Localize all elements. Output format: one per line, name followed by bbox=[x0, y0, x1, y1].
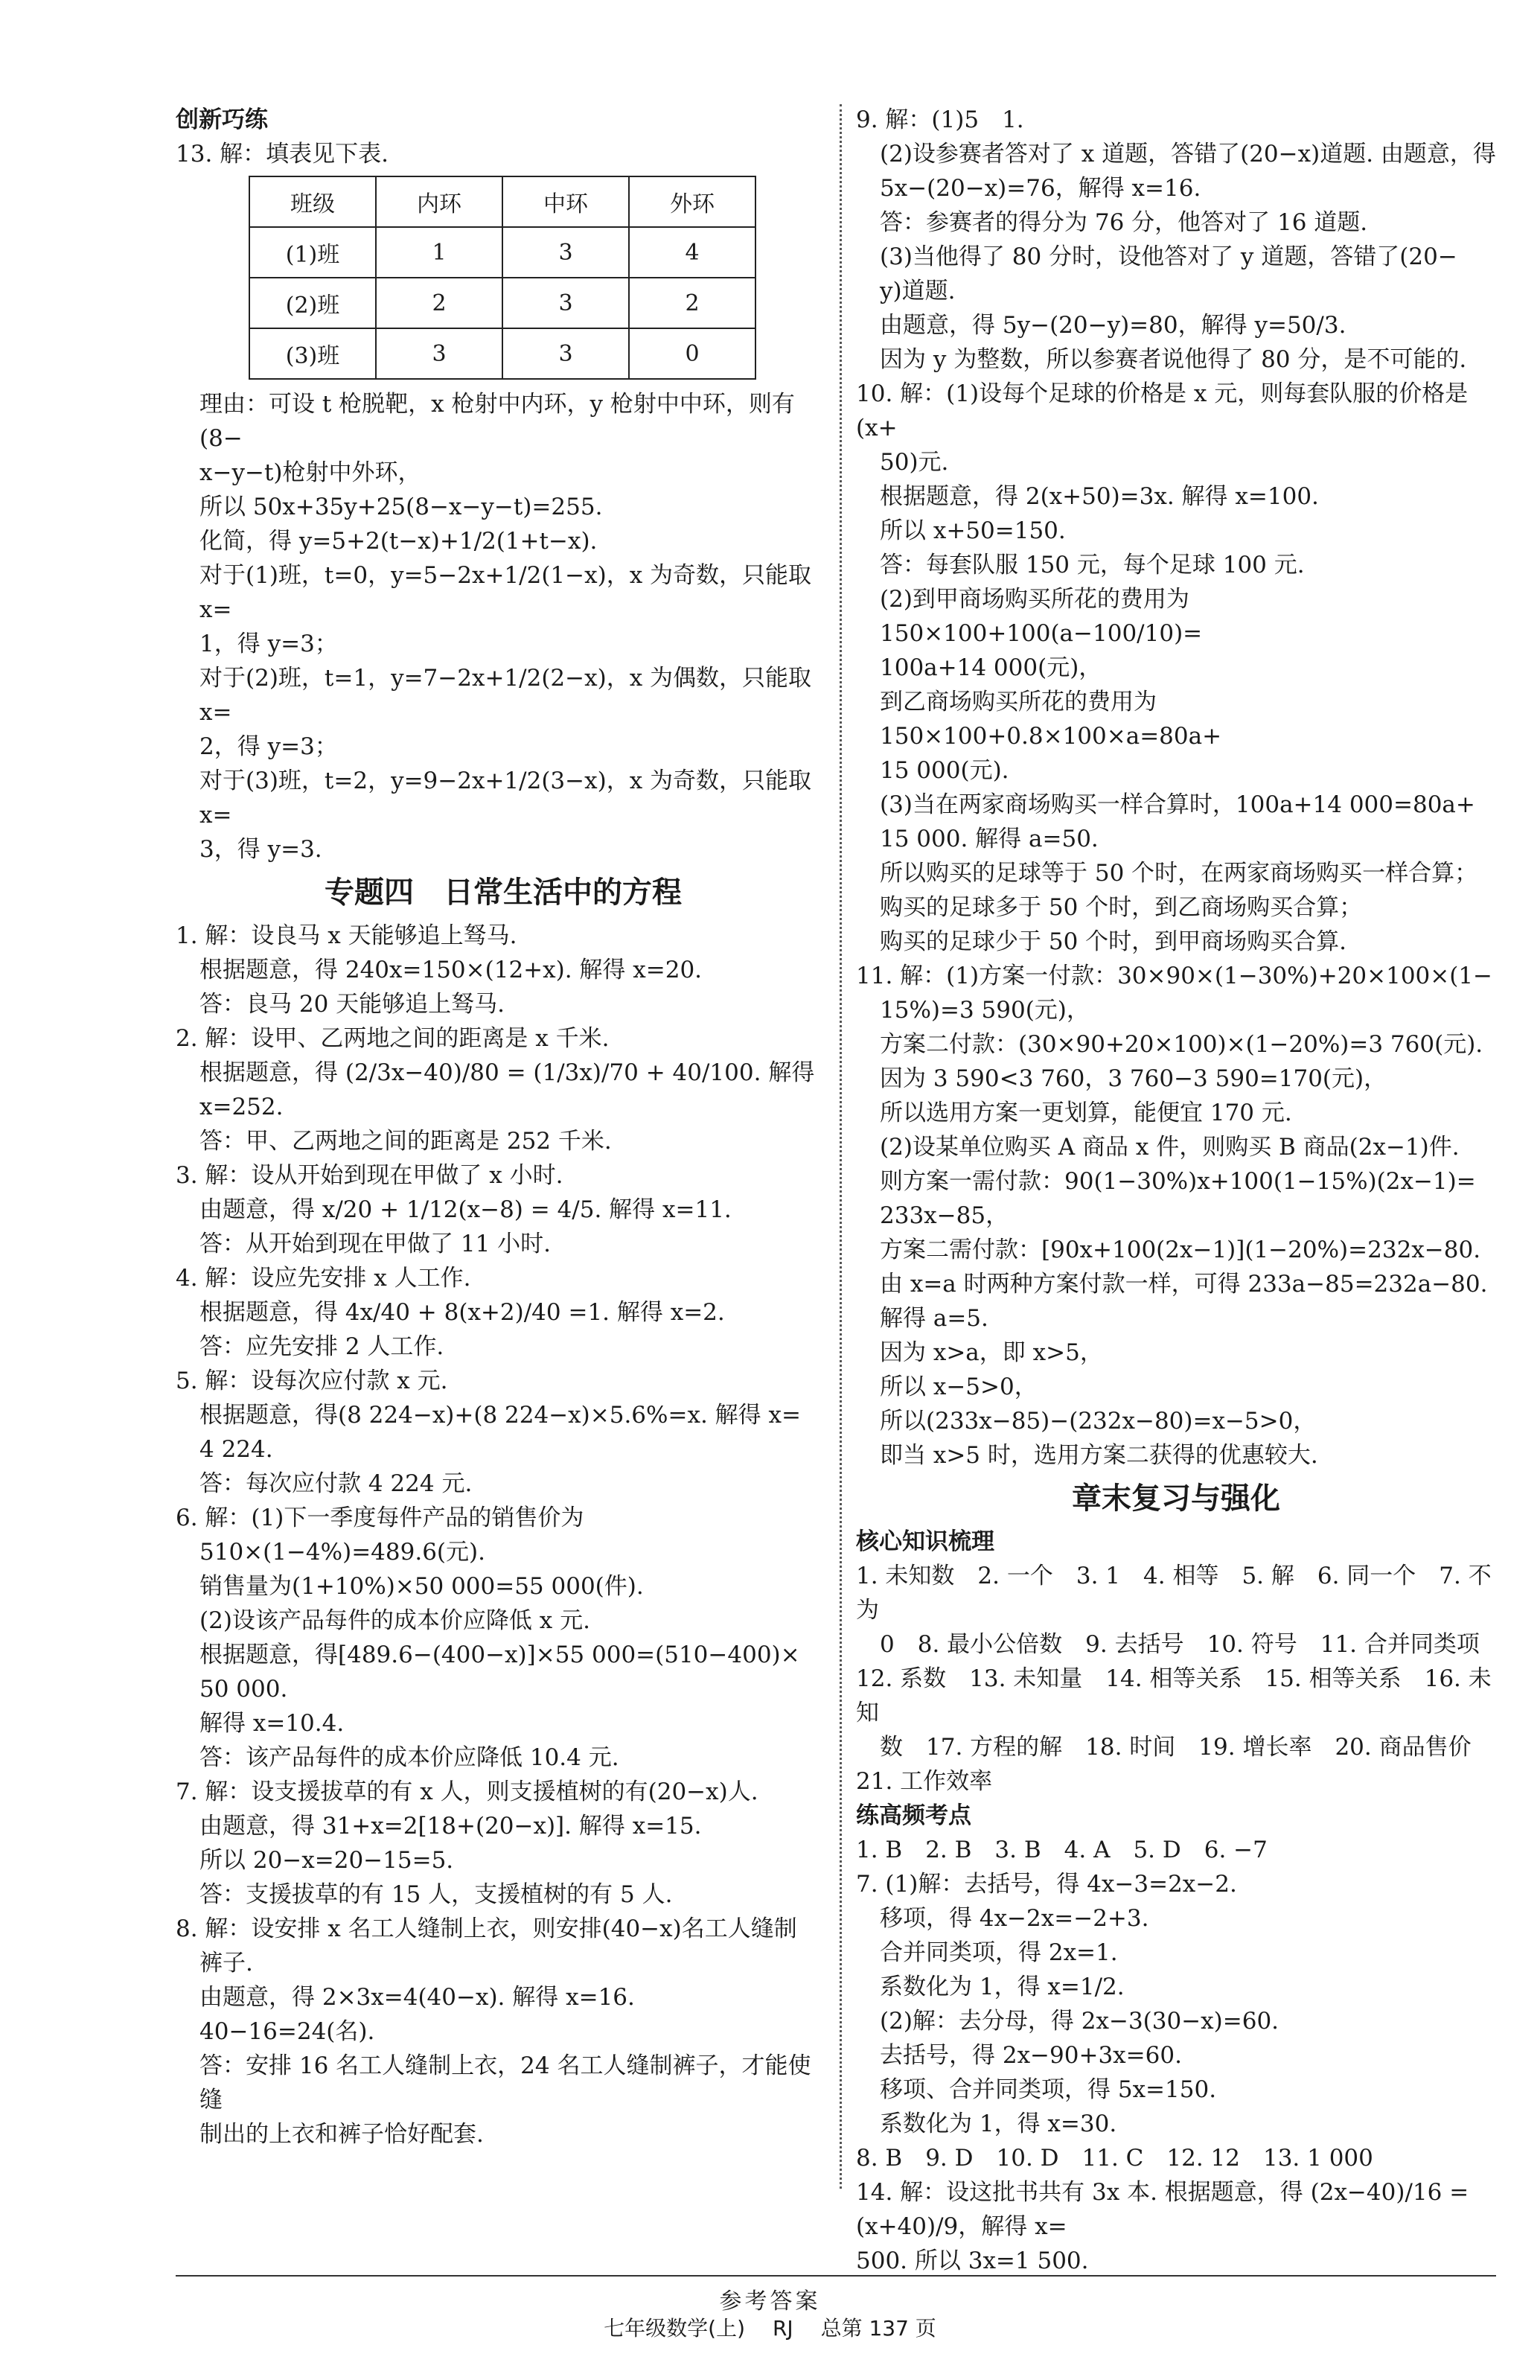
answer-line: 9. 解：(1)5 1. bbox=[856, 106, 1024, 133]
section-heading-innovation: 创新巧练 bbox=[176, 106, 268, 133]
answer-line: 21. 工作效率 bbox=[856, 1768, 993, 1795]
topic-title-chapter-review: 章末复习与强化 bbox=[1072, 1481, 1280, 1516]
answer-line: (2)设参赛者答对了 x 道题，答错了(20−x)道题. 由题意，得 bbox=[880, 141, 1496, 168]
answer-line: 对于(3)班，t=2，y=9−2x+1/2(3−x)，x 为奇数，只能取 x= bbox=[199, 768, 819, 829]
answer-line: 4. 解：设应先安排 x 人工作. bbox=[176, 1265, 471, 1292]
answer-line: 1，得 y=3； bbox=[199, 631, 338, 657]
table-cell: (2)班 bbox=[249, 278, 376, 328]
table-header-cell: 中环 bbox=[502, 176, 629, 227]
answer-line: (3)当在两家商场购买一样合算时，100a+14 000=80a+ bbox=[880, 791, 1475, 818]
answer-line: 所以 20−x=20−15=5. bbox=[199, 1847, 454, 1874]
answer-line: 解得 x=10.4. bbox=[199, 1710, 345, 1737]
answer-line: 解得 a=5. bbox=[880, 1305, 988, 1332]
footer-grade: 七年级数学(上) bbox=[604, 2316, 746, 2341]
answer-line: 14. 解：设这批书共有 3x 本. 根据题意，得 (2x−40)/16 = (x+40)/9，解得 x= bbox=[856, 2179, 1477, 2240]
table-header-row bbox=[249, 176, 755, 227]
table-row bbox=[249, 328, 755, 379]
answer-line: 答：甲、乙两地之间的距离是 252 千米. bbox=[199, 1128, 612, 1155]
answer-line: 1. 解：设良马 x 天能够追上驽马. bbox=[176, 922, 517, 949]
answer-line: 系数化为 1，得 x=30. bbox=[880, 2111, 1117, 2137]
answer-line: 答：应先安排 2 人工作. bbox=[199, 1333, 444, 1360]
answer-line: 由 x=a 时两种方案付款一样，可得 233a−85=232a−80. bbox=[880, 1271, 1488, 1298]
answer-line: 方案二需付款：[90x+100(2x−1)](1−20%)=232x−80. bbox=[880, 1237, 1481, 1263]
answer-line: 15 000. 解得 a=50. bbox=[880, 826, 1099, 852]
answer-line: 移项，得 4x−2x=−2+3. bbox=[880, 1905, 1149, 1932]
answer-line: 合并同类项，得 2x=1. bbox=[880, 1939, 1118, 1966]
right-block-b bbox=[856, 1559, 1496, 1799]
answer-line: 7. (1)解：去括号，得 4x−3=2x−2. bbox=[856, 1871, 1237, 1898]
answer-line: 购买的足球多于 50 个时，到乙商场购买合算； bbox=[880, 894, 1363, 921]
answer-line: 对于(1)班，t=0，y=5−2x+1/2(1−x)，x 为奇数，只能取 x= bbox=[199, 562, 819, 623]
answer-line: 所以购买的足球等于 50 个时，在两家商场购买一样合算； bbox=[880, 860, 1478, 887]
answer-line: (3)当他得了 80 分时，设他答对了 y 道题，答错了(20− bbox=[880, 243, 1457, 270]
table-cell: 2 bbox=[629, 278, 755, 328]
table-header-cell: 外环 bbox=[629, 176, 755, 227]
left-block-b bbox=[176, 387, 831, 867]
table-header-cell: 内环 bbox=[376, 176, 502, 227]
table-cell: 4 bbox=[629, 227, 755, 278]
answer-line: 233x−85， bbox=[880, 1202, 1009, 1229]
table-cell: 0 bbox=[629, 328, 755, 379]
answer-line: 4 224. bbox=[199, 1436, 273, 1463]
answer-line: 因为 y 为整数，所以参赛者说他得了 80 分，是不可能的. bbox=[880, 346, 1467, 373]
topic-title-daily-equations: 专题四 日常生活中的方程 bbox=[325, 875, 682, 910]
answer-line: x−y−t)枪射中外环， bbox=[199, 459, 421, 486]
table-cell: 3 bbox=[502, 328, 629, 379]
footer-edition: RJ bbox=[772, 2316, 793, 2341]
answer-line: 到乙商场购买所花的费用为 150×100+0.8×100×a=80a+ bbox=[880, 689, 1222, 750]
answer-line: 根据题意，得 (2/3x−40)/80 = (1/3x)/70 + 40/100. 解得 x=252. bbox=[199, 1059, 822, 1120]
footer-rule bbox=[176, 2275, 1496, 2277]
answer-line: 由题意，得 2×3x=4(40−x). 解得 x=16. bbox=[199, 1984, 635, 2011]
answer-line: 购买的足球少于 50 个时，到甲商场购买合算. bbox=[880, 928, 1347, 955]
answer-line: 根据题意，得 4x/40 + 8(x+2)/40 =1. 解得 x=2. bbox=[199, 1299, 725, 1326]
answer-line: 对于(2)班，t=1，y=7−2x+1/2(2−x)，x 为偶数，只能取 x= bbox=[199, 665, 819, 726]
answer-line: 则方案一需付款：90(1−30%)x+100(1−15%)(2x−1)= bbox=[880, 1168, 1476, 1195]
answer-line: 销售量为(1+10%)×50 000=55 000(件). bbox=[199, 1573, 644, 1600]
answer-line: 由题意，得 5y−(20−y)=80，解得 y=50/3. bbox=[880, 312, 1346, 339]
answer-line: (2)设某单位购买 A 商品 x 件，则购买 B 商品(2x−1)件. bbox=[880, 1134, 1460, 1161]
heading-practice: 练高频考点 bbox=[856, 1802, 971, 1829]
table-cell: (1)班 bbox=[249, 227, 376, 278]
answer-line: 答：每次应付款 4 224 元. bbox=[199, 1470, 473, 1497]
target-score-table bbox=[249, 176, 756, 380]
table-cell: (3)班 bbox=[249, 328, 376, 379]
right-block-c bbox=[856, 1833, 1496, 2278]
answer-line: 方案二付款：(30×90+20×100)×(1−20%)=3 760(元). bbox=[880, 1031, 1483, 1058]
answer-line: 510×(1−4%)=489.6(元). bbox=[199, 1539, 485, 1566]
answer-line: 500. 所以 3x=1 500. bbox=[856, 2247, 1089, 2274]
answer-line: 50)元. bbox=[880, 449, 949, 476]
answer-line: 答：从开始到现在甲做了 11 小时. bbox=[199, 1231, 552, 1257]
answer-line: 2，得 y=3； bbox=[199, 733, 338, 760]
answer-line: y)道题. bbox=[880, 278, 956, 304]
answer-line: 所以选用方案一更划算，能便宜 170 元. bbox=[880, 1100, 1292, 1126]
table-cell: 3 bbox=[502, 227, 629, 278]
answer-line: 13. 解：填表见下表. bbox=[176, 141, 389, 168]
answer-line: 1. 未知数 2. 一个 3. 1 4. 相等 5. 解 6. 同一个 7. 不为 bbox=[856, 1563, 1492, 1624]
table-row bbox=[249, 278, 755, 328]
answer-line: 制出的上衣和裤子恰好配套. bbox=[199, 2121, 484, 2148]
answer-line: 化简，得 y=5+2(t−x)+1/2(1+t−x). bbox=[199, 528, 598, 555]
answer-line: 12. 系数 13. 未知量 14. 相等关系 15. 相等关系 16. 未知 bbox=[856, 1665, 1492, 1726]
answer-line: 5x−(20−x)=76，解得 x=16. bbox=[880, 175, 1201, 202]
answer-line: 裤子. bbox=[199, 1950, 253, 1977]
answer-line: 理由：可设 t 枪脱靶，x 枪射中内环，y 枪射中中环，则有(8− bbox=[199, 391, 795, 452]
right-block-a bbox=[856, 103, 1496, 1473]
answer-line: 根据题意，得 240x=150×(12+x). 解得 x=20. bbox=[199, 957, 703, 983]
answer-line: 即当 x>5 时，选用方案二获得的优惠较大. bbox=[880, 1442, 1318, 1469]
table-cell: 1 bbox=[376, 227, 502, 278]
answer-line: 根据题意，得[489.6−(400−x)]×55 000=(510−400)× bbox=[199, 1642, 800, 1668]
footer-page: 总第 137 页 bbox=[820, 2316, 936, 2341]
table-header-cell: 班级 bbox=[249, 176, 376, 227]
answer-line: 答：支援拔草的有 15 人，支援植树的有 5 人. bbox=[199, 1881, 673, 1908]
answer-line: 答：良马 20 天能够追上驽马. bbox=[199, 991, 505, 1018]
answer-line: 所以 x+50=150. bbox=[880, 517, 1066, 544]
left-column bbox=[176, 103, 831, 2151]
answer-line: (2)设该产品每件的成本价应降低 x 元. bbox=[199, 1607, 590, 1634]
answer-line: 1. B 2. B 3. B 4. A 5. D 6. −7 bbox=[856, 1837, 1268, 1863]
answer-line: 6. 解：(1)下一季度每件产品的销售价为 bbox=[176, 1505, 584, 1531]
answer-line: 由题意，得 31+x=2[18+(20−x)]. 解得 x=15. bbox=[199, 1813, 702, 1840]
answer-line: 答：该产品每件的成本价应降低 10.4 元. bbox=[199, 1744, 619, 1771]
answer-line: 答：参赛者的得分为 76 分，他答对了 16 道题. bbox=[880, 209, 1368, 236]
answer-line: 所以 x−5>0， bbox=[880, 1374, 1038, 1400]
table-cell: 2 bbox=[376, 278, 502, 328]
left-block-a bbox=[176, 137, 831, 171]
table-row bbox=[249, 227, 755, 278]
answer-line: 3. 解：设从开始到现在甲做了 x 小时. bbox=[176, 1162, 563, 1189]
answer-line: 系数化为 1，得 x=1/2. bbox=[880, 1974, 1125, 2000]
answer-line: 100a+14 000(元)， bbox=[880, 654, 1102, 681]
answer-line: 因为 3 590<3 760，3 760−3 590=170(元)， bbox=[880, 1065, 1387, 1092]
answer-line: 根据题意，得 2(x+50)=3x. 解得 x=100. bbox=[880, 483, 1319, 510]
answer-line: 所以(233x−85)−(232x−80)=x−5>0， bbox=[880, 1408, 1317, 1435]
answer-line: 50 000. bbox=[199, 1676, 288, 1703]
answer-line: 8. B 9. D 10. D 11. C 12. 12 13. 1 000 bbox=[856, 2145, 1373, 2172]
answer-line: 根据题意，得(8 224−x)+(8 224−x)×5.6%=x. 解得 x= bbox=[199, 1402, 801, 1429]
answer-line: 数 17. 方程的解 18. 时间 19. 增长率 20. 商品售价 bbox=[880, 1734, 1472, 1761]
right-column bbox=[856, 103, 1496, 2278]
column-divider bbox=[840, 104, 842, 2189]
answer-line: 2. 解：设甲、乙两地之间的距离是 x 千米. bbox=[176, 1025, 610, 1052]
answer-line: 答：每套队服 150 元，每个足球 100 元. bbox=[880, 552, 1305, 578]
answer-line: 15%)=3 590(元)， bbox=[880, 997, 1090, 1024]
answer-line: 11. 解：(1)方案一付款：30×90×(1−30%)+20×100×(1− bbox=[856, 963, 1493, 989]
answer-line: (2)解：去分母，得 2x−3(30−x)=60. bbox=[880, 2008, 1279, 2035]
answer-line: 因为 x>a，即 x>5， bbox=[880, 1339, 1103, 1366]
footer-title: 参考答案 bbox=[719, 2288, 821, 2314]
answer-line: 去括号，得 2x−90+3x=60. bbox=[880, 2042, 1182, 2069]
answer-line: 答：安排 16 名工人缝制上衣，24 名工人缝制裤子，才能使缝 bbox=[199, 2052, 811, 2113]
left-block-c bbox=[176, 919, 831, 2151]
answer-line: 3，得 y=3. bbox=[199, 836, 322, 863]
answer-line: 8. 解：设安排 x 名工人缝制上衣，则安排(40−x)名工人缝制 bbox=[176, 1915, 797, 1942]
answer-line: 15 000(元). bbox=[880, 757, 1009, 784]
answer-line: 所以 50x+35y+25(8−x−y−t)=255. bbox=[199, 494, 603, 520]
footer-info bbox=[0, 2312, 1540, 2342]
answer-line: 由题意，得 x/20 + 1/12(x−8) = 4/5. 解得 x=11. bbox=[199, 1196, 732, 1223]
heading-core-knowledge: 核心知识梳理 bbox=[856, 1528, 994, 1555]
answer-line: 7. 解：设支援拔草的有 x 人，则支援植树的有(20−x)人. bbox=[176, 1778, 758, 1805]
answer-line: (2)到甲商场购买所花的费用为 150×100+100(a−100/10)= bbox=[880, 586, 1203, 647]
answer-line: 40−16=24(名). bbox=[199, 2018, 375, 2045]
answer-line: 移项、合并同类项，得 5x=150. bbox=[880, 2076, 1217, 2103]
table-cell: 3 bbox=[376, 328, 502, 379]
answer-line: 5. 解：设每次应付款 x 元. bbox=[176, 1368, 448, 1394]
table-cell: 3 bbox=[502, 278, 629, 328]
answer-line: 0 8. 最小公倍数 9. 去括号 10. 符号 11. 合并同类项 bbox=[880, 1631, 1480, 1658]
answer-line: 10. 解：(1)设每个足球的价格是 x 元，则每套队服的价格是(x+ bbox=[856, 380, 1469, 441]
